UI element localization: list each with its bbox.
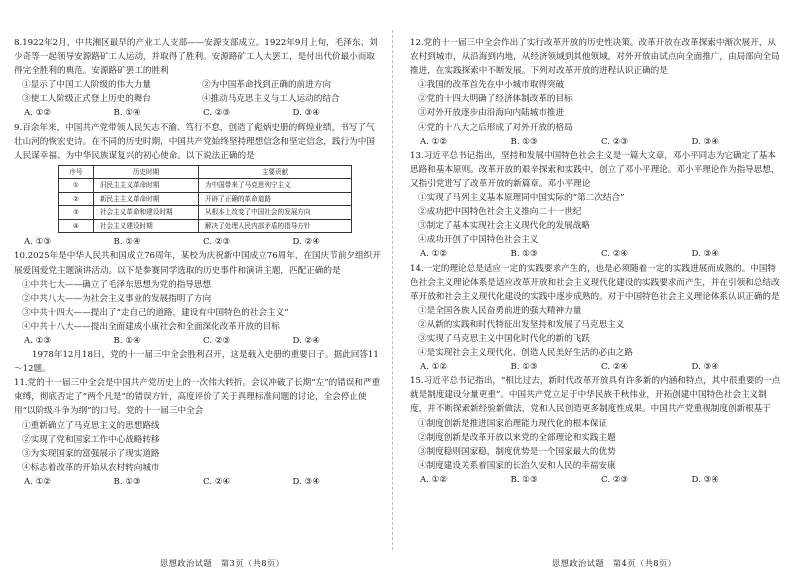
page-4-footer: 思想政治试题 第4页（共8页）: [552, 558, 677, 568]
question-8-choice-c: C. ②③: [203, 108, 231, 119]
question-15-choice-c: C. ②③: [601, 474, 629, 485]
question-11-choice-d: D. ③④: [292, 476, 320, 487]
table-cell-number: ③: [59, 206, 94, 220]
question-11-option-3: ③为实现国家的富强展示了现实道路: [22, 448, 160, 459]
question-12-choice-d: D. ③④: [691, 136, 719, 147]
question-10-choice-c: C. ②③: [203, 336, 231, 346]
question-13-choice-d: D. ③④: [691, 249, 719, 260]
page-3-content: [14, 36, 382, 489]
question-12-choice-b: B. ①③: [510, 136, 538, 147]
table-header-number: 序号: [59, 165, 94, 179]
question-8: [14, 36, 382, 121]
question-11-choice-c: C. ②④: [203, 476, 231, 487]
table-cell-contribution: 解决了处理人民内部矛盾的指导方针: [199, 219, 352, 233]
question-8-option-4: ④推动马克思主义与工人运动的结合: [202, 94, 340, 105]
question-9-choice-a: A. ①③: [24, 237, 52, 248]
question-13-option-1: ①实现了马列主义基本原理同中国实际的“第二次结合”: [418, 193, 625, 204]
question-9-choice-d: D. ②④: [292, 237, 320, 248]
table-cell-number: ④: [59, 219, 94, 233]
table-cell-contribution: 从根本上改变了中国社会的发展方向: [199, 206, 352, 220]
question-14-option-3: ③实现了马克思主义中国化时代化的新的飞跃: [418, 333, 590, 344]
question-12-choice-c: C. ②③: [601, 136, 629, 147]
question-13-choices: [410, 247, 782, 261]
question-9: [14, 121, 382, 250]
question-9-choice-c: C. ②③: [203, 237, 231, 248]
question-9-stem: 9.百余年来，中国共产党带领人民矢志不渝、笃行不怠，创造了彪炳史册的辉煌业绩，书写了气壮山河的恢宏史诗。在不同的历史时期，中国共产党始终坚持理想信念和坚定信念，践行为中国人民谋幸福、为中华民族谋复兴的初心使命。以下说法正确的是: [14, 122, 375, 161]
question-11-option-4: ④标志着改革的开始从农村转向城市: [22, 462, 160, 473]
question-12-choice-a: A. ①②: [420, 136, 448, 147]
material-intro: 1978年12月18日，党的十一届三中全会胜利召开，这是载入史册的重要日子。据此回答11～12题。: [14, 350, 379, 375]
question-15-choice-b: B. ①③: [510, 474, 538, 485]
table-row: [59, 192, 352, 206]
question-9-choices: [14, 235, 382, 249]
question-10-stem: 10.2025年是中华人民共和国成立76周年，某校为庆祝新中国成立76周年，在国庆节前夕组织开展爱国爱党主题演讲活动。以下是参赛同学选取的历史事件和演讲主题，匹配正确的是: [14, 251, 381, 276]
question-8-choice-b: B. ①④: [113, 108, 141, 119]
question-15-option-4: ④制度建设关系着国家的长治久安和人民的幸福安康: [418, 460, 616, 471]
question-13-stem: 13.习近平总书记指出，坚持和发展中国特色社会主义是一篇大文章，邓小平同志为它确定了基本思路和基本原则。改革开放的艰辛探索和实践中，创立了邓小平理论。邓小平理论作为指导思想，又指引党进写了改革开放的新篇章。邓小平理论: [410, 150, 780, 189]
table-cell-period: 新民主主义革命时期: [94, 192, 199, 206]
question-13: [410, 149, 782, 262]
question-13-option-3: ③制定了基本实现社会主义现代化的发展战略: [418, 221, 590, 232]
question-14-choice-b: B. ①③: [510, 362, 538, 373]
question-8-option-3: ③使工人阶级正式登上历史的舞台: [22, 94, 151, 105]
question-12-stem: 12.党的十一届三中全会作出了实行改革开放的历史性决策。改革开放在改革探索中渐次展开，从农村到城市，从沿海到内地，从经济领域到其他领域，对外开放由试点向全面推广，由局部向全局推进，在实践探索中不断发展。下列对改革开放的进程认识正确的是: [410, 38, 780, 77]
question-11-stem: 11.党的十一届三中全会是中国共产党历史上的一次伟大转折。会议冲破了长期“左”的错误和严重束缚，彻底否定了“两个凡是”的错误方针，高度评价了关于真理标准问题的讨论，全会停止使用“以阶级斗争为纲”的口号。党的十一届三中全会: [14, 378, 381, 417]
table-cell-contribution: 开辟了正确的革命道路: [199, 192, 352, 206]
question-8-option-1: ①显示了中国工人阶级的伟大力量: [22, 80, 151, 91]
question-8-options-row-1: [14, 78, 382, 92]
question-14: [410, 262, 782, 375]
question-15-choices: [410, 473, 782, 487]
question-8-stem: 8.1922年2月，中共湘区最早的产业工人支部——安源支部成立。1922年9月上旬，毛泽东、刘少奇等一起领导安源路矿工人运动，并取得了胜利。安源路矿工人大罢工，是付出代价最小而取得完全胜利的典范。安源路矿罢工的胜利: [14, 38, 378, 77]
question-14-stem: 14.一定的理论总是适应一定的实践要求产生的，也是必须随着一定的实践进展而成熟的。中国特色社会主义理论体系是适应改革开放和社会主义现代化建设的实践要求而产生，并在引领和总结改革开放和社会主义现代化建设的实践中逐步成熟的。对于中国特色社会主义理论体系认识正确的是: [410, 263, 780, 302]
question-10-option-2: ②中共八大——为社会主义事业的发展指明了方向: [22, 293, 212, 304]
question-13-option-4: ④成功开创了中国特色社会主义: [418, 235, 539, 246]
table-cell-number: ①: [59, 179, 94, 193]
table-row: [59, 179, 352, 193]
question-13-option-2: ②成功把中国特色社会主义推向二十一世纪: [418, 207, 582, 218]
question-15: [410, 374, 782, 487]
question-8-choice-a: A. ①②: [24, 108, 52, 119]
question-14-choice-d: D. ③④: [691, 362, 719, 373]
question-11: [14, 376, 382, 489]
question-8-options-row-2: [14, 92, 382, 106]
question-14-choice-a: A. ①②: [420, 362, 448, 373]
question-14-choice-c: C. ②④: [601, 362, 629, 373]
question-14-option-2: ②从新的实践和时代特征出发坚持和发展了马克思主义: [418, 319, 625, 330]
question-15-choice-d: D. ③④: [691, 474, 719, 485]
table-header-contribution: 主要贡献: [199, 165, 352, 179]
question-15-choice-a: A. ①②: [420, 474, 448, 485]
question-10-choice-a: A. ①③: [24, 336, 52, 346]
question-9-choice-b: B. ①④: [113, 237, 141, 248]
question-14-choices: [410, 360, 782, 374]
question-10: [14, 249, 382, 348]
question-15-stem: 15.习近平总书记指出，“相比过去，新时代改革开放具有许多新的内涵和特点，其中很重要的一点就是制度建设分量更重”。中国共产党立足于中华民族千秋伟业，开拓创建中国特色社会主义制度，并不断探索新经验新做法，党和人民创造更多制度性成果。中国共产党重视制度创新根基于: [410, 376, 781, 415]
table-cell-period: 社会主义革命和建设时期: [94, 206, 199, 220]
table-row: [59, 219, 352, 233]
question-13-choice-a: A. ①②: [420, 249, 448, 260]
table-cell-contribution: 为中国带来了马克思列宁主义: [199, 179, 352, 193]
table-cell-period: 社会主义建设时期: [94, 219, 199, 233]
page-4-content: [410, 36, 782, 487]
question-12-option-4: ④党的十八大之后形成了对外开放的格局: [418, 122, 573, 133]
question-14-option-1: ①是全国各族人民奋勇前进的强大精神力量: [418, 305, 582, 316]
question-11-option-2: ②实现了党和国家工作中心战略转移: [22, 434, 160, 445]
question-15-option-2: ②制度创新是改革开放以来党的全部理论和实践主题: [418, 432, 616, 443]
history-table-header: [59, 165, 352, 179]
table-header-period: 历史时期: [94, 165, 199, 179]
question-8-choice-d: D. ③④: [292, 108, 320, 119]
question-11-choice-a: A. ①②: [24, 476, 52, 487]
question-10-option-4: ④中共十八大——提出全面建成小康社会和全面深化改革开放的目标: [22, 321, 280, 332]
question-10-option-3: ③中共十四大——提出了“走自己的道路，建设有中国特色的社会主义”: [22, 307, 289, 318]
question-12: [410, 36, 782, 149]
question-10-choice-b: B. ①④: [113, 336, 141, 346]
table-cell-period: 旧民主主义革命时期: [94, 179, 199, 193]
question-15-option-1: ①制度创新是推进国家治理能力现代化的根本保证: [418, 418, 608, 429]
question-12-choices: [410, 135, 782, 149]
question-8-option-2: ②为中国革命找到正确的前进方向: [202, 80, 331, 91]
question-12-option-1: ①我国的改革首先在中小城市取得突破: [418, 80, 565, 91]
question-10-option-1: ①中共七大——确立了毛泽东思想为党的指导思想: [22, 279, 212, 290]
question-11-choices: [14, 475, 382, 489]
question-10-choices: [14, 334, 382, 348]
page-4: [400, 0, 800, 579]
question-15-option-3: ③制度稳则国家稳，制度优势是一个国家最大的优势: [418, 446, 616, 457]
table-cell-number: ②: [59, 192, 94, 206]
question-11-option-1: ①重新确立了马克思主义的思想路线: [22, 420, 160, 431]
history-table: [58, 165, 352, 234]
question-12-option-3: ③对外开放逐步由沿海向内陆城市推进: [418, 108, 565, 119]
question-13-choice-b: B. ①③: [510, 249, 538, 260]
question-12-option-2: ②党的十四大明确了经济体制改革的目标: [418, 94, 573, 105]
question-11-choice-b: B. ①③: [113, 476, 141, 487]
question-13-choice-c: C. ②④: [601, 249, 629, 260]
question-14-option-4: ④是实现社会主义现代化、创造人民美好生活的必由之路: [418, 348, 633, 359]
table-row: [59, 206, 352, 220]
page-3-footer: 思想政治试题 第3页（共8页）: [160, 558, 285, 568]
question-10-choice-d: D. ②④: [292, 336, 320, 346]
question-8-choices: [14, 106, 382, 120]
